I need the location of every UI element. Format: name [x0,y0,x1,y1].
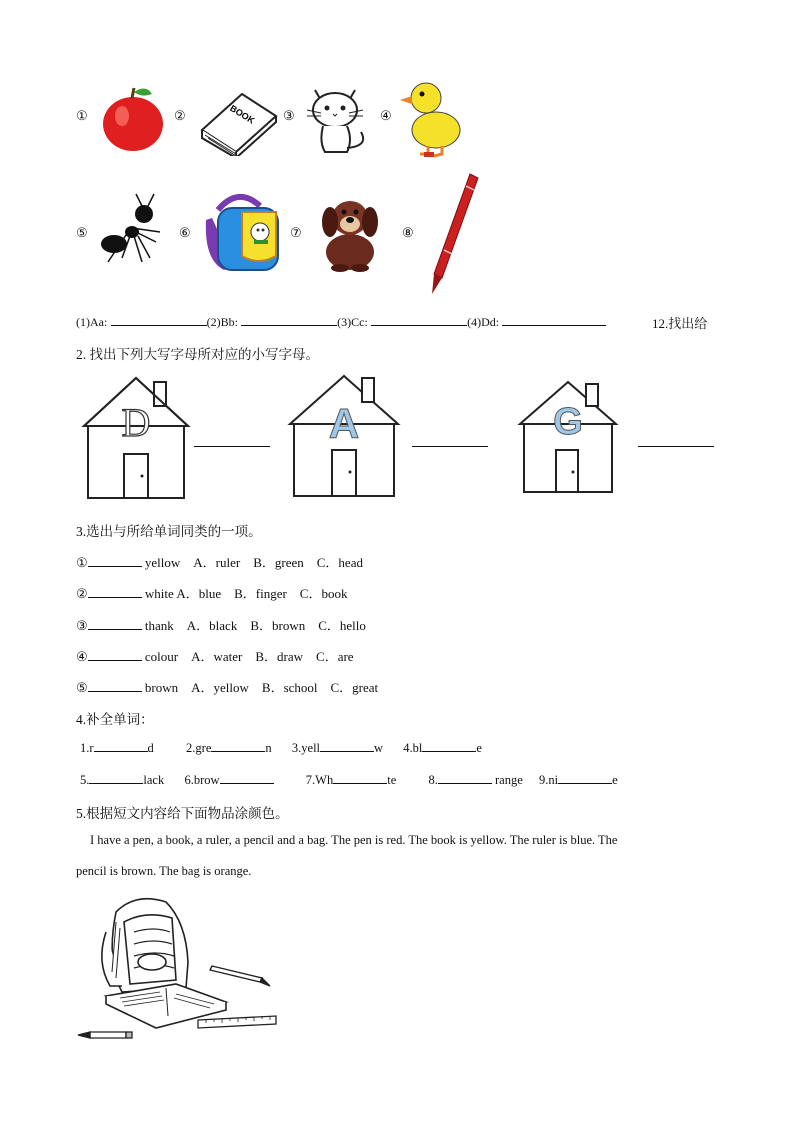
item-number: ⑦ [290,225,302,240]
item-number: ⑧ [402,225,414,240]
item-number: ⑥ [179,225,191,240]
q4-word-prefix: 1.r [80,741,94,755]
item-number: ④ [380,108,392,123]
q3-item-number: ① [76,555,88,570]
q4-word-suffix: te [387,773,397,787]
q3-item [76,552,363,571]
q3-item-number: ⑤ [76,680,88,695]
q3-item [76,615,366,634]
answer-blank-cc[interactable] [371,313,467,326]
q4-word-suffix: e [612,773,618,787]
ruler-drawing-icon [198,1016,276,1028]
q4-word-suffix: range [491,773,523,787]
label-cc: (3)Cc: [337,315,368,329]
q3-item [76,583,347,602]
item-number: ③ [283,108,295,123]
answer-blank-bb[interactable] [241,313,337,326]
pen-drawing-icon [210,966,270,986]
q4-word-prefix: 9.ni [539,773,559,787]
q4-letter-blank[interactable] [89,771,143,784]
q4-word-prefix: 8. [428,773,438,787]
q3-item-text: colour A．water B．draw C．are [144,649,354,664]
q4-letter-blank[interactable] [558,771,612,784]
backpack-icon [198,190,284,274]
q3-item-text: yellow A．ruler B．green C．head [144,555,363,570]
answer-blank-aa[interactable] [111,313,207,326]
q3-answer-blank[interactable] [88,679,142,692]
q4-word-prefix: 3.yell [291,741,321,755]
q4-letter-blank[interactable] [320,739,374,752]
q4-word-suffix: n [265,741,272,755]
q4-row-2 [80,771,618,788]
q4-letter-blank[interactable] [220,771,274,784]
ant-icon [98,192,168,272]
q4-word-prefix: 6.brow [184,773,220,787]
q5-passage-line-2: pencil is brown. The bag is orange. [76,864,252,878]
q4-word-prefix: 7.Wh [305,773,334,787]
q3-item-number: ③ [76,618,88,633]
label-aa: (1)Aa: [76,315,108,329]
q3-answer-blank[interactable] [88,585,142,598]
q2-title: 2. 找出下列大写字母所对应的小写字母。 [76,347,319,362]
answer-line-g[interactable] [638,446,714,447]
cat-icon [303,80,377,156]
duck-icon [398,74,466,160]
q4-letter-blank[interactable] [333,771,387,784]
q4-word-suffix: lack [143,773,165,787]
answer-blank-dd[interactable] [502,313,606,326]
q3-title: 3.选出与所给单词同类的一项。 [76,524,262,539]
q4-word-suffix: w [374,741,384,755]
q3-item-text: brown A．yellow B．school C．great [144,680,379,695]
house-letter: G [553,401,583,443]
q5-passage-line-1: I have a pen, a book, a ruler, a pencil and a bag. The pen is red. The book is yellow. The ruler is blue. The [90,833,618,847]
q3-answer-blank[interactable] [88,648,142,661]
pencil-drawing-icon [78,1032,132,1038]
q3-answer-blank[interactable] [88,554,142,567]
q4-title: 4.补全单词： [76,712,154,727]
item-number: ① [76,108,88,123]
q3-item-number: ④ [76,649,88,664]
q4-word-prefix: 5. [80,773,90,787]
q3-item-number: ② [76,586,88,601]
item-number: ② [174,108,186,123]
answer-line-a[interactable] [412,446,488,447]
letters-line [76,313,606,330]
q4-word-prefix: 2.gre [186,741,212,755]
school-supplies-drawing [76,892,282,1044]
q4-word-suffix: e [476,741,482,755]
house-letter: A [328,400,360,447]
backpack-drawing-icon [102,899,188,992]
house-letter: D [121,400,151,445]
q4-word-suffix: d [147,741,154,755]
dog-icon [316,192,384,272]
q4-letter-blank[interactable] [438,771,492,784]
q4-letter-blank[interactable] [422,739,476,752]
book-title-text: BOOK [228,102,257,126]
book-icon [196,80,280,156]
q4-letter-blank[interactable] [94,739,148,752]
item-number: ⑤ [76,225,88,240]
q3-item-text: thank A．black B．brown C．hello [144,618,366,633]
house-g-icon [516,378,620,496]
answer-line-d[interactable] [194,446,270,447]
label-dd: (4)Dd: [467,315,500,329]
q3-item-text: white A．blue B．finger C．book [144,586,348,601]
crayon-icon [424,170,484,298]
q4-row-1 [80,739,482,756]
label-bb: (2)Bb: [206,315,238,329]
q5-title: 5.根据短文内容给下面物品涂颜色。 [76,806,289,821]
apple-icon [100,82,166,152]
q3-item [76,646,354,665]
q3-answer-blank[interactable] [88,617,142,630]
house-a-icon [286,372,402,498]
house-d-icon [80,374,192,500]
q3-item [76,677,378,696]
section-12-heading: 12.找出给 [652,316,708,331]
q4-letter-blank[interactable] [211,739,265,752]
q4-word-prefix: 4.bl [403,741,423,755]
